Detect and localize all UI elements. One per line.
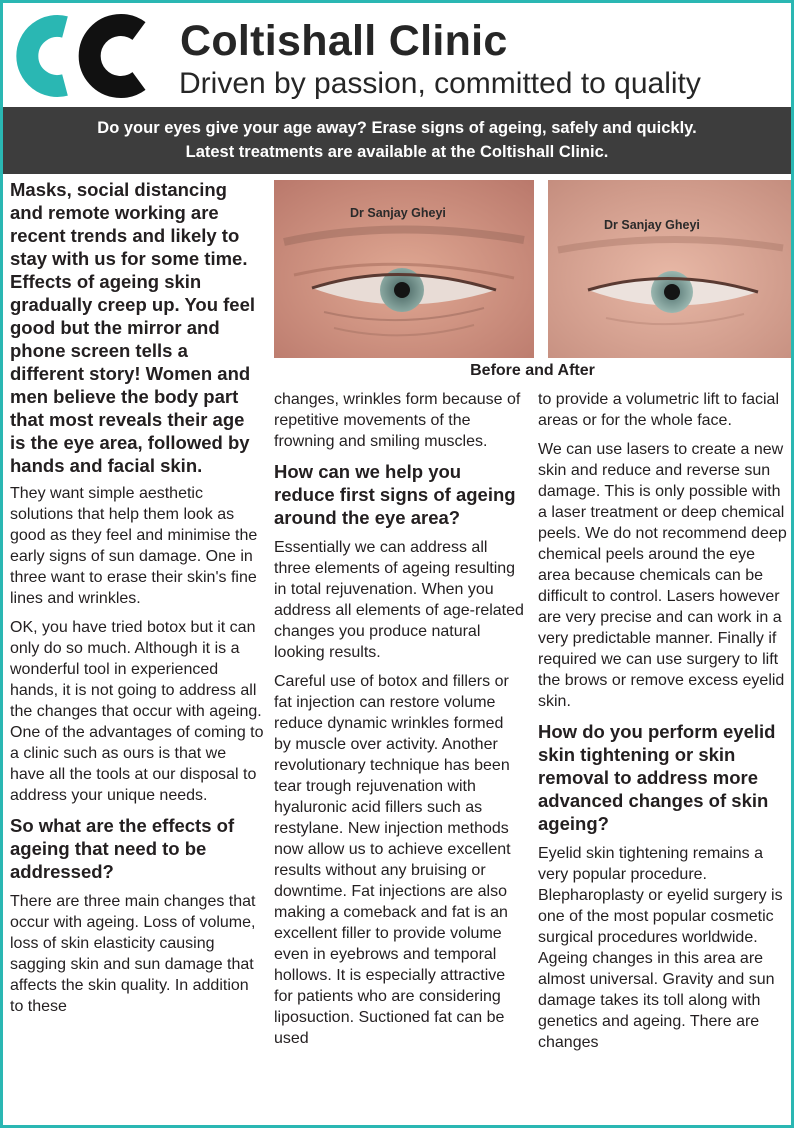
banner-line-1: Do your eyes give your age away? Erase signs of ageing, safely and quickly.: [97, 119, 697, 137]
intro-paragraph: Masks, social distancing and remote working are recent trends and likely to stay with us for some time. Effects of ageing skin gradually creep up. You feel good but the mirror and phone screen tells a different story! Women and men believe the body part that most reveals their age is the eye area, followed by hands and facial skin.: [10, 179, 256, 476]
paragraph: to provide a volumetric lift to facial areas or for the whole face.: [538, 391, 779, 429]
headline-banner: [3, 107, 791, 174]
section-heading: How can we help you reduce first signs of ageing around the eye area?: [274, 461, 516, 528]
column-2: [274, 389, 524, 1109]
paragraph: We can use lasers to create a new skin and reduce and reverse sun damage. This is only possible with a laser treatment or deep chemical peels. We do not recommend deep chemical peels around the eye area because chemicals can be difficult to control. Lasers however are very precise and can work in a very predictable manner. Finally if required we can use surgery to lift the brows or remove excess eyelid skin.: [538, 441, 787, 710]
paragraph: Careful use of botox and fillers or fat injection can restore volume reduce dynamic wrinkles formed by muscle over activity. Another revolutionary technique has been tear trough rejuvenation with hyaluronic acid fillers such as restylane. New injection methods now allow us to achieve excellent results without any bruising or downtime. Fat injections are also making a comeback and fat is an excellent filler to provide volume even in eyebrows and temporal hollows. It is especially attractive for patients who are considering liposuction. Suctioned fat can be used: [274, 673, 511, 1047]
banner-line-2: Latest treatments are available at the Coltishall Clinic.: [185, 143, 609, 161]
tagline: Driven by passion, committed to quality: [179, 67, 701, 100]
section-heading: So what are the effects of ageing that need to be addressed?: [10, 815, 235, 882]
after-photo: [548, 180, 791, 358]
column-1: [10, 178, 264, 1108]
clinic-logo: [13, 11, 148, 101]
clinic-name: Coltishall Clinic: [180, 17, 508, 65]
paragraph: Eyelid skin tightening remains a very popular procedure. Blepharoplasty or eyelid surgery is one of the most popular cosmetic surgical procedures worldwide. Ageing changes in this area are almost universal. Gravity and sun damage takes its toll along with genetics and ageing. There are changes: [538, 845, 783, 1051]
section-heading: How do you perform eyelid skin tightening or skin removal to address more advanced changes of skin ageing?: [538, 721, 776, 834]
before-photo: [274, 180, 534, 358]
photo-label: Dr Sanjay Gheyi: [604, 218, 700, 232]
paragraph: OK, you have tried botox but it can only do so much. Although it is a wonderful tool in experienced hands, it is not going to address all the changes that occur with ageing. One of the advantages of coming to a clinic such as ours is that we have all the tools at our disposal to address your unique needs.: [10, 619, 264, 804]
photo-label: Dr Sanjay Gheyi: [350, 206, 446, 220]
photo-caption: Before and After: [470, 362, 595, 379]
paragraph: Essentially we can address all three elements of ageing resulting in total rejuvenation. When you address all elements of age-related changes you produce natural looking results.: [274, 539, 524, 661]
paragraph: changes, wrinkles form because of repetitive movements of the frowning and smiling muscles.: [274, 391, 521, 450]
column-3: [538, 389, 789, 1109]
paragraph: There are three main changes that occur with ageing. Loss of volume, loss of skin elasticity causing sagging skin and sun damage that affects the skin quality. In addition to these: [10, 893, 256, 1015]
paragraph: They want simple aesthetic solutions that help them look as good as they feel and minimise the early signs of sun damage. One in three want to erase their skin's fine lines and wrinkles.: [10, 485, 258, 607]
